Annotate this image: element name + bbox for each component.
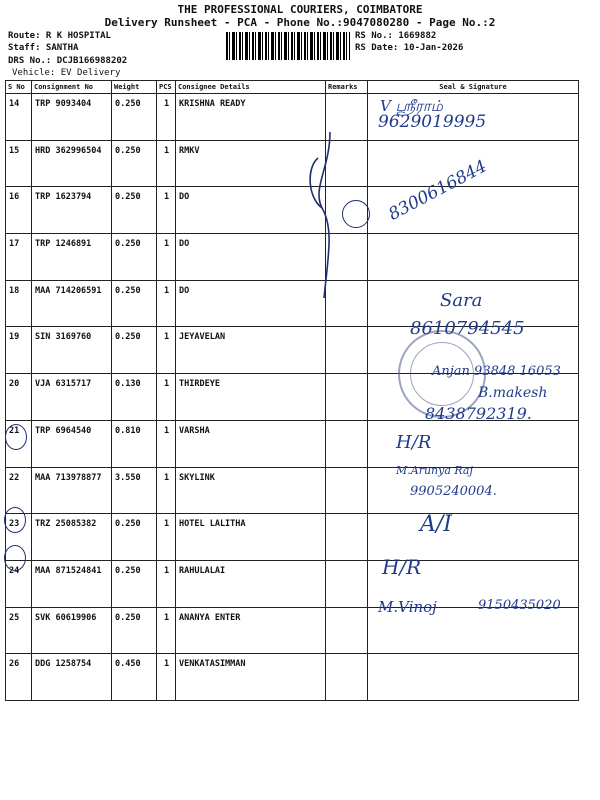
cell-consignment: TRP 1246891 bbox=[32, 234, 112, 281]
cell-seal bbox=[368, 654, 579, 701]
cell-sno: 26 bbox=[6, 654, 32, 701]
cell-remarks bbox=[326, 327, 368, 374]
cell-remarks bbox=[326, 420, 368, 467]
plus-circle-mark bbox=[342, 200, 370, 228]
sig-row14-name: V ஸ்ரீராம் bbox=[380, 97, 443, 115]
cell-pcs: 1 bbox=[157, 327, 176, 374]
cell-sno: 23 bbox=[6, 514, 32, 561]
cell-sno: 24 bbox=[6, 560, 32, 607]
cell-weight: 0.250 bbox=[112, 234, 157, 281]
col-pcs: PCS bbox=[157, 81, 176, 94]
cell-weight: 3.550 bbox=[112, 467, 157, 514]
cell-consignee: SKYLINK bbox=[176, 467, 326, 514]
sig-row14-phone: 9629019995 bbox=[378, 112, 487, 132]
col-sno: S No bbox=[6, 81, 32, 94]
rs-date: RS Date: 10-Jan-2026 bbox=[355, 43, 464, 53]
staff-label: Staff: SANTHA bbox=[8, 43, 79, 53]
table-row bbox=[6, 607, 579, 654]
row-25-circle bbox=[4, 545, 26, 571]
cell-pcs: 1 bbox=[157, 374, 176, 421]
sig-row24: A/I bbox=[420, 512, 452, 537]
table-row bbox=[6, 514, 579, 561]
cell-weight: 0.450 bbox=[112, 654, 157, 701]
cell-weight: 0.130 bbox=[112, 374, 157, 421]
cell-sno: 21 bbox=[6, 420, 32, 467]
cell-sno: 14 bbox=[6, 94, 32, 141]
cell-weight: 0.250 bbox=[112, 187, 157, 234]
cell-remarks bbox=[326, 654, 368, 701]
cell-consignment: SVK 60619906 bbox=[32, 607, 112, 654]
cell-weight: 0.250 bbox=[112, 280, 157, 327]
cell-pcs: 1 bbox=[157, 234, 176, 281]
drs-number: DRS No.: DCJB166988202 bbox=[8, 56, 128, 66]
cell-consignee: VENKATASIMMAN bbox=[176, 654, 326, 701]
sig-row23-name: M.Arunya Raj bbox=[396, 464, 473, 477]
cell-consignment: HRD 362996504 bbox=[32, 140, 112, 187]
route-label: Route: R K HOSPITAL bbox=[8, 31, 111, 41]
cell-consignment: MAA 714206591 bbox=[32, 280, 112, 327]
cell-weight: 0.250 bbox=[112, 94, 157, 141]
sig-row16-phone: 8300616844 bbox=[385, 156, 491, 225]
col-remarks: Remarks bbox=[326, 81, 368, 94]
cell-remarks bbox=[326, 467, 368, 514]
cell-remarks bbox=[326, 560, 368, 607]
cell-weight: 0.810 bbox=[112, 420, 157, 467]
runsheet-subtitle: Delivery Runsheet - PCA - Phone No.:9047080280 - Page No.:2 bbox=[104, 16, 496, 29]
cell-pcs: 1 bbox=[157, 187, 176, 234]
table-row bbox=[6, 140, 579, 187]
cell-consignment: MAA 713978877 bbox=[32, 467, 112, 514]
sig-row19-phone: 8610794545 bbox=[410, 318, 525, 339]
table-row bbox=[6, 420, 579, 467]
cell-consignee: HOTEL LALITHA bbox=[176, 514, 326, 561]
cell-consignee: VARSHA bbox=[176, 420, 326, 467]
cell-consignment: SIN 3169760 bbox=[32, 327, 112, 374]
cell-weight: 0.250 bbox=[112, 560, 157, 607]
cell-pcs: 1 bbox=[157, 467, 176, 514]
table-row bbox=[6, 654, 579, 701]
sig-row23-phone: 9905240004. bbox=[410, 484, 497, 499]
company-title: THE PROFESSIONAL COURIERS, COIMBATORE bbox=[177, 3, 423, 16]
sig-row26-name: M.Vinoj bbox=[378, 598, 437, 616]
cell-consignee: DO bbox=[176, 234, 326, 281]
col-weight: Weight bbox=[112, 81, 157, 94]
cell-pcs: 1 bbox=[157, 514, 176, 561]
cell-consignee: DO bbox=[176, 187, 326, 234]
cell-weight: 0.250 bbox=[112, 514, 157, 561]
cell-pcs: 1 bbox=[157, 420, 176, 467]
sig-row21-name: B.makesh bbox=[478, 385, 548, 401]
cell-remarks bbox=[326, 374, 368, 421]
row-24-circle bbox=[4, 507, 26, 533]
table-header bbox=[6, 81, 579, 94]
cell-pcs: 1 bbox=[157, 280, 176, 327]
cell-consignee: DO bbox=[176, 280, 326, 327]
row-22-circle bbox=[5, 424, 27, 450]
cell-sno: 17 bbox=[6, 234, 32, 281]
cell-consignee: JEYAVELAN bbox=[176, 327, 326, 374]
table-row bbox=[6, 187, 579, 234]
cell-sno: 16 bbox=[6, 187, 32, 234]
cell-remarks bbox=[326, 607, 368, 654]
cell-consignment: DDG 1258754 bbox=[32, 654, 112, 701]
cell-pcs: 1 bbox=[157, 654, 176, 701]
cell-sno: 19 bbox=[6, 327, 32, 374]
cell-sno: 25 bbox=[6, 607, 32, 654]
sig-row22: H/R bbox=[396, 432, 432, 453]
cell-pcs: 1 bbox=[157, 94, 176, 141]
rs-number: RS No.: 1669882 bbox=[355, 31, 437, 41]
cell-consignee: RMKV bbox=[176, 140, 326, 187]
cell-weight: 0.250 bbox=[112, 140, 157, 187]
cell-seal bbox=[368, 514, 579, 561]
cell-consignee: ANANYA ENTER bbox=[176, 607, 326, 654]
col-seal: Seal & Signature bbox=[368, 81, 579, 94]
cell-pcs: 1 bbox=[157, 607, 176, 654]
sig-row25: H/R bbox=[382, 555, 422, 579]
cell-weight: 0.250 bbox=[112, 327, 157, 374]
cell-seal bbox=[368, 234, 579, 281]
cell-consignment: TRP 9093404 bbox=[32, 94, 112, 141]
sig-row21-phone: 8438792319. bbox=[425, 404, 532, 423]
cell-consignment: TRZ 25085382 bbox=[32, 514, 112, 561]
col-consignment: Consignment No bbox=[32, 81, 112, 94]
cell-consignee: RAHULALAI bbox=[176, 560, 326, 607]
cell-consignee: KRISHNA READY bbox=[176, 94, 326, 141]
cell-consignee: THIRDEYE bbox=[176, 374, 326, 421]
barcode bbox=[226, 32, 350, 60]
vehicle-label: Vehicle: EV Delivery bbox=[12, 68, 121, 78]
cell-remarks bbox=[326, 514, 368, 561]
cell-consignment: MAA 871524841 bbox=[32, 560, 112, 607]
cell-sno: 18 bbox=[6, 280, 32, 327]
table-row bbox=[6, 234, 579, 281]
cell-sno: 22 bbox=[6, 467, 32, 514]
col-consignee: Consignee Details bbox=[176, 81, 326, 94]
cell-weight: 0.250 bbox=[112, 607, 157, 654]
cell-pcs: 1 bbox=[157, 140, 176, 187]
sig-row19-name: Sara bbox=[440, 290, 483, 311]
cell-consignment: TRP 6964540 bbox=[32, 420, 112, 467]
table-row bbox=[6, 94, 579, 141]
cell-sno: 15 bbox=[6, 140, 32, 187]
cell-sno: 20 bbox=[6, 374, 32, 421]
cell-consignment: VJA 6315717 bbox=[32, 374, 112, 421]
sig-row20: Anjan 93848 16053 bbox=[432, 364, 561, 379]
sig-row26-phone: 9150435020 bbox=[478, 598, 561, 613]
cell-consignment: TRP 1623794 bbox=[32, 187, 112, 234]
cell-pcs: 1 bbox=[157, 560, 176, 607]
